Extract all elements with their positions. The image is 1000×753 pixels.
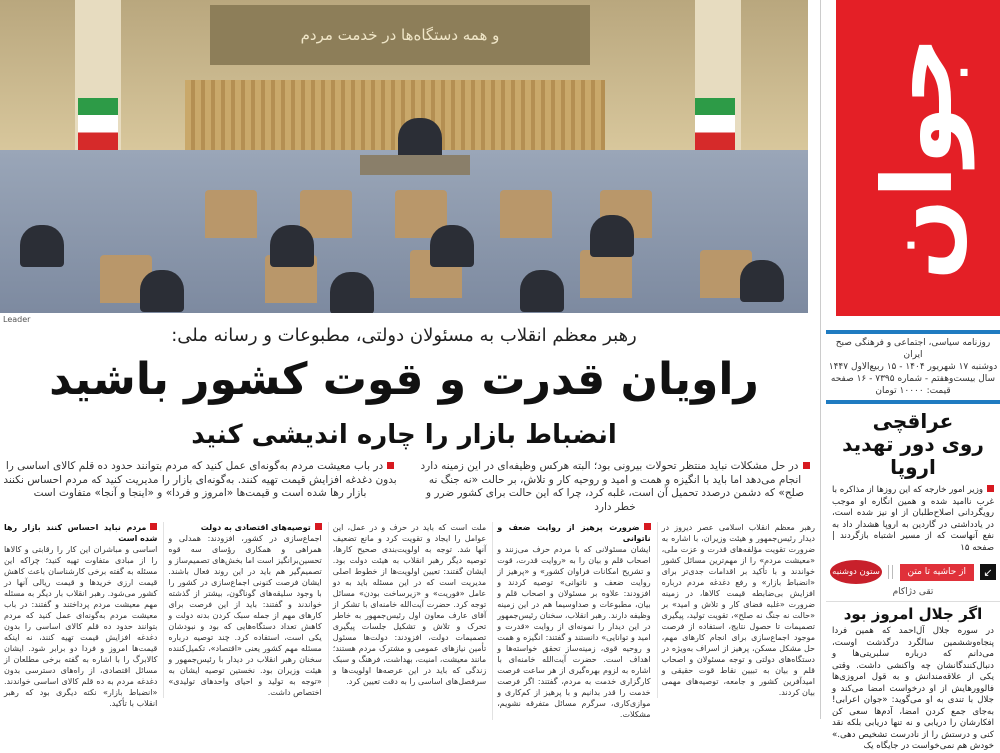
attendee (520, 270, 564, 312)
stage (360, 155, 470, 175)
bullet-icon (150, 523, 157, 530)
attendee (20, 225, 64, 267)
headline-kicker: رهبر معظم انقلاب به مسئولان دولتی، مطبوعات و رسانه ملی: (171, 325, 637, 346)
front-photo (0, 0, 808, 313)
column-label: از حاشیه تا متن (900, 564, 974, 581)
column-title: اگر جلال امروز بود (843, 605, 983, 623)
column-subhead (168, 522, 321, 533)
hatch-decoration (888, 565, 894, 579)
photo-caption: Leader (3, 315, 31, 324)
newspaper-logo (836, 0, 1000, 316)
column-subhead (497, 522, 650, 544)
issue-price: قیمت: ۱۰۰۰۰ تومان (875, 386, 951, 396)
masthead-info (826, 337, 1000, 397)
attendee (140, 270, 184, 312)
arrow-icon: ↙ (980, 564, 996, 580)
column-subhead-text: مردم نباید احساس کنند بازار رها شده است (3, 523, 158, 543)
article-column-2 (492, 522, 650, 720)
flag-icon (695, 98, 735, 150)
column-subhead-text: ضرورت پرهیز از روایت ضعف و ناتوانی (497, 523, 651, 543)
column-text: رهبر معظم انقلاب اسلامی عصر دیروز در دیدار رئیس‌جمهور و هیئت وزیران، با اشاره به ضرورت تقویت مؤلفه‌های قدرت و عزت ملی، «معیشت مردم» را از مهم‌ترین مسائل کشور خواندند و با تأکید بر اقدامات جدی‌تر برای «انضباط بازار» و رفع دغدغه مردم درباره افزایش بی‌ضابطه قیمت کالاها، در زمینه ضرورت «غلبه فضای کار و تلاش و امید» بر «حالت نه جنگ نه صلح»، تقویت تولید، پیگیری تصمیمات تا حصول نتایج، استفاده از فرصت موجود اجماع‌سازی برای انجام کارهای مهم، حل مشکل مسکن، پرهیز از اسراف به‌ویژه در دستگاه‌های دولتی و توجه مسئولان و اصحاب قلم و بیان به تبیین نقاط قوت حقیقی و امیدآفرین کشور و جامعه، توصیه‌های مهمی بیان کردند. (661, 523, 815, 697)
article-column-1 (657, 522, 815, 698)
column-text: ملت است که باید در حرف و در عمل، این عوامل را ایجاد و تقویت کرد و مانع تضعیف آنها شد. توجه به اولویت‌بندی صحیح کارها، توصیه دیگر رهبر انقلاب به هیئت دولت بود. ایشان گفتند: تعیین اولویت‌ها از خطوط اصلی مدیریت است که در این مسئله باید به دو عامل «فوریت» و «زیرساخت بودن» مسائل توجه کرد. حضرت آیت‌الله خامنه‌ای با تشکر از آقای عارف معاون اول رئیس‌جمهور به خاطر تحرک و تلاش و تشکیل جلسات پیگیری تصمیمات دولت، افزودند: دولت‌ها مسئول تأمین نیازهای عمومی و مشترک مردم هستند؛ مانند معیشت، امنیت، بهداشت، فرهنگ و سبک زندگی که باید در این عرصه‌ها اولویت‌ها و سرفصل‌های اساسی را به دقت تعیین کرد. (332, 523, 487, 686)
pull-quotes (0, 460, 815, 514)
column-text: اجماع‌سازی در کشور، افزودند: همدلی و همراهی و همکاری رؤسای سه قوه تحسین‌برانگیز است اما بخش‌های تصمیم‌ساز و تصمیم‌گیر هم باید در این روند فعال باشند. ایشان فرصت کنونی اجماع‌سازی در کشور را با وجود سلیقه‌های گوناگون، بیشتر از گذشته خواندند و گفتند: باید از این فرصت برای کارهای مهم از جمله سبک کردن بدنه دولت و کاهش تعداد دستگاه‌هایی که بود و نبودشان یکی است، استفاده کرد. چند توصیه درباره مسئله مهم کشور یعنی «اقتصاد»، تکمیل‌کننده سخنان رهبر انقلاب در دیدار با رئیس‌جمهور و هیئت وزیران بود. نخستین توصیه ایشان به «توجه به تولید و احیای واحدهای تولیدی» اختصاص داشت. (168, 534, 322, 697)
attendee (430, 225, 474, 267)
column-badge-row (826, 560, 1000, 584)
column-body: در سوره جلال آل‌احمد که همین فردا پنجاه‌وششمین سالگرد درگذشت اوست، می‌دانم که درباره سلبریتی‌ها و دنبال‌کنندگانشان چه واکنشی داشت. وقتی یکی از علاقه‌مندانش و به قول امروزی‌ها فالوورهایش از او درخواست امضا می‌کند و جلال با تندی به او می‌گوید: «جوان اعرابی! به‌جای جمع کردن امضا، آدم‌ها سعی کن افکارشان را دریابی و نه تنها دریابی بلکه نقد کنی و درستش را از نادرست تشخیص دهی.» خودش هم نمی‌خواست در جایگاه یک (832, 626, 994, 751)
bullet-icon (987, 485, 994, 492)
flag-icon (78, 98, 118, 150)
masthead-rule (826, 400, 1000, 404)
column-subhead-text: توصیه‌های اقتصادی به دولت (200, 523, 311, 532)
quote-text: در باب معیشت مردم به‌گونه‌ای عمل کنید که مردم بتوانند حدود ده قلم کالای اساسی را بدون دغدغه افزایش قیمت تهیه کنند. به‌گونه‌ای بازار را مدیریت کنید که مردم احساس نکنند بازار رها شده است و قیمت‌ها «امروز و فردا» و «اینجا و آنجا» متفاوت است (3, 460, 397, 499)
attendee (330, 272, 374, 313)
bullet-icon (644, 523, 651, 530)
calligraphy-banner: و همه دستگاه‌ها در خدمت مردم (210, 5, 590, 65)
column-stamp: ستون دوشنبه (830, 560, 882, 584)
side-story-headline (826, 410, 1000, 479)
side-story-body: وزیر امور خارجه که این روزها از مذاکره با غرب ناامید شده و همین انگاره او موجب رویگردانی اصلاح‌طلبان از او نیز شده است، در یادداشتی در گاردین به اروپا هشدار داد به نفع آنهاست که از مسیر اشتباه بازگردند | صفحه ۱۵ (832, 485, 994, 553)
masthead-line: روزنامه سیاسی، اجتماعی و فرهنگی صبح ایران (835, 338, 991, 360)
divider (826, 601, 1000, 602)
quote-text: در حل مشکلات نباید منتظر تحولات بیرونی بود؛ البته هرکس وظیفه‌ای در این زمینه دارد انجام می‌دهد اما باید با انگیزه و همت و امید و روحیه کار و تلاش، بر حالت «نه جنگ نه صلح» که دشمن درصدد تحمیل آن است، غلبه کرد، چرا که این حالت برای کشور ضرر و خطر دارد (420, 460, 804, 513)
sidebar-divider (820, 0, 821, 719)
chair (205, 190, 257, 238)
article-column-4 (163, 522, 321, 698)
column-text: اساسی و مباشران این کار را رقابتی و کالاها را از مبادی متفاوت تهیه کنید؛ چراکه این مسئله به گفته برخی کارشناسان باعث کاهش قیمت ارزی خریدها و قیمت ریالی آنها در کشور می‌شود. رهبر انقلاب بار دیگر به مسئله مهم معیشت مردم پرداختند و گفتند: در باب معیشت مردم به‌گونه‌ای عمل کنید که مردم بتوانند حدود ده قلم کالای اساسی را بدون دغدغه افزایش قیمت تهیه کنند، نه اینکه قیمت‌ها امروز و فردا دو برابر شود. ایشان کالابرگ را با اشاره به گفته برخی مطلعان از مسائل اقتصادی، از راه‌های دسترسی بدون دغدغه مردم به ده قلم کالای اساسی خواندند. «انضباط بازار» نکته دیگری بود که رهبر انقلاب با تأکید. (3, 545, 158, 708)
side-headline-line: عراقچی (872, 409, 954, 433)
attendee (590, 215, 634, 257)
pull-quote-left (0, 460, 400, 514)
logo-text: جوان (862, 35, 974, 281)
sidebar (826, 330, 1000, 753)
issue-date: دوشنبه ۱۷ شهریور ۱۴۰۴ - ۱۵ ربیع‌الاول ۱۴۴۷ (828, 362, 998, 372)
bullet-icon (387, 462, 394, 469)
article-column-3 (328, 522, 486, 687)
chair (580, 250, 632, 298)
column-text: ایشان مسئولانی که با مردم حرف می‌زنند و اصحاب قلم و بیان را به «روایت قدرت، قوت و تشریح امکانات فراوان کشور» و «پرهیز از روایت ضعف و ناتوانی» توصیه کردند و افزودند: علاوه بر مسئولان و اصحاب قلم و بیان، مطبوعات و صداوسیما هم در این زمینه وظیفه دارند. رهبر انقلاب، سخنان رئیس‌جمهور در این دیدار را نمونه‌ای از روایت «قدرت و امید و توانایی» دانستند و گفتند: انگیزه و همت و روحیه قوی، زمینه‌ساز تحقق خواسته‌ها و اهداف است. حضرت آیت‌الله خامنه‌ای با اشاره به لزوم بهره‌گیری از هر ساعت فرصت کارگزاری خدمت به مردم، گفتند: اگر فرصت خدمت را قدر بدانیم و با پرهیز از کم‌کاری و موازی‌کاری، سرگرم مسائل متفرقه نشویم، مشکلات. (497, 545, 651, 719)
chair (500, 190, 552, 238)
attendee (740, 260, 784, 302)
side-story-text (826, 485, 1000, 554)
main-headline: راویان قدرت و قوت کشور باشید (49, 354, 759, 405)
speaker-figure (398, 118, 442, 160)
side-headline-line: روی دور تهدید اروپا (842, 432, 984, 479)
issue-number: سال بیست‌وهفتم - شماره ۷۳۹۵ - ۱۶ صفحه (830, 374, 996, 384)
pull-quote-right (415, 460, 815, 514)
column-author: تقی دژاکام (892, 587, 934, 597)
masthead-rule (826, 330, 1000, 334)
article-columns (0, 522, 815, 720)
main-subheadline: انضباط بازار را چاره اندیشی کنید (191, 420, 617, 450)
attendee (270, 225, 314, 267)
article-column-5 (0, 522, 157, 709)
column-subhead (4, 522, 157, 544)
bullet-icon (315, 523, 322, 530)
bullet-icon (803, 462, 810, 469)
